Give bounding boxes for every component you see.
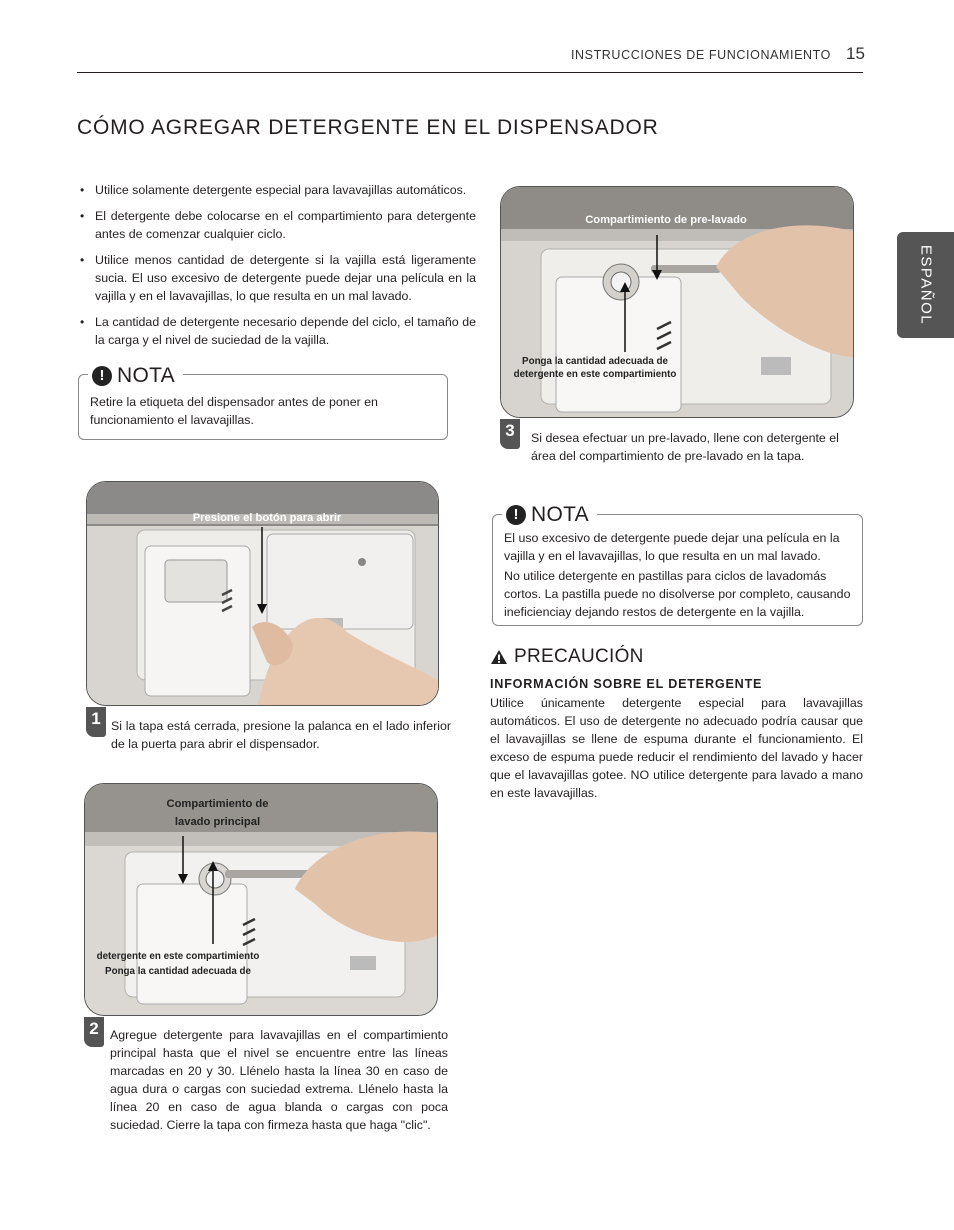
list-item: • Utilice solamente detergente especial para lavavajillas automáticos.: [79, 181, 476, 199]
list-item: • El detergente debe colocarse en el compartimiento para detergente antes de comenzar cualquier ciclo.: [79, 207, 476, 243]
note-heading: [502, 503, 597, 527]
list-item: • Utilice menos cantidad de detergente si la vajilla está ligeramente sucia. El uso excesivo de detergente puede dejar una película en la vajilla y en el lavavajillas, lo que resulta en un mal lavado.: [79, 251, 476, 305]
step2-text: Agregue detergente para lavavajillas en el compartimiento principal hasta que el nivel se encuentre entre las líneas marcadas en 20 y 30. Llénelo hasta la línea 30 en caso de agua dura o cargas con suciedad extrema. Llénelo hasta la línea 20 en caso de agua blanda o cargas con poca suciedad. Cierre la tapa con firmeza hasta que haga "clic".: [110, 1028, 448, 1132]
step2-photo-caption-top: [150, 797, 285, 830]
language-tab-label: ESPAÑOL: [917, 244, 934, 326]
page-number: 15: [846, 44, 865, 63]
step1-photo-caption: Presione el botón para abrir: [192, 512, 342, 524]
caution-heading: [490, 646, 644, 668]
caption-line: Ponga la cantidad adecuada de: [522, 356, 668, 367]
note-text: [504, 529, 861, 621]
caption-line: Ponga la cantidad adecuada de: [105, 966, 251, 977]
header-rule: [77, 72, 863, 73]
running-header: INSTRUCCIONES DE FUNCIONAMIENTO: [570, 48, 831, 62]
caution-title: PRECAUCIÓN: [514, 646, 644, 667]
note-paragraph: El uso excesivo de detergente puede dejar una película en la vajilla y en el lavavajillas, lo que resulta en un mal lavado.: [504, 531, 840, 563]
step1-text: Si la tapa está cerrada, presione la palanca en el lado inferior de la puerta para abrir el dispensador.: [111, 719, 451, 751]
caption-line: detergente en este compartimiento: [96, 951, 260, 962]
warning-triangle-icon: [490, 649, 508, 665]
step3-photo-caption-bottom: [503, 355, 687, 381]
exclamation-icon: !: [92, 366, 112, 386]
note-title: NOTA: [531, 503, 589, 526]
page-title: CÓMO AGREGAR DETERGENTE EN EL DISPENSADOR: [77, 116, 659, 139]
step1-number: 1: [86, 707, 106, 737]
caption-line: Compartimiento de: [166, 798, 269, 810]
note-paragraph: No utilice detergente en pastillas para ciclos de lavadomás cortos. La pastilla puede no disolverse por completo, causando ineficienciay dejando restos de detergente en la vajilla.: [504, 569, 851, 619]
language-tab: [897, 232, 954, 338]
caution-text: Utilice únicamente detergente especial para lavavajillas automáticos. El uso de detergente no adecuado podría causar que el lavavajillas se llene de espuma durante el funcionamiento. El exceso de espuma puede reducir el rendimiento del lavado y hacer que el lavavajillas gotee. NO utilice detergente para lavado a mano en este lavavajillas.: [490, 696, 863, 800]
step3-number: 3: [500, 419, 520, 449]
list-item: • La cantidad de detergente necesario depende del ciclo, el tamaño de la carga y el nivel de suciedad de la vajilla.: [79, 313, 476, 349]
step2-number: 2: [84, 1017, 104, 1047]
step3-photo-caption-top: Compartimiento de pre-lavado: [585, 214, 747, 226]
caution-subheading: INFORMACIÓN SOBRE EL DETERGENTE: [490, 677, 763, 691]
note-text: Retire la etiqueta del dispensador antes de poner en funcionamiento el lavavajillas.: [90, 395, 378, 427]
note-heading: [88, 364, 183, 388]
note-title: NOTA: [117, 364, 175, 387]
caption-line: lavado principal: [174, 816, 261, 828]
step3-text: Si desea efectuar un pre-lavado, llene con detergente el área del compartimiento de pre-lavado en la tapa.: [531, 431, 839, 463]
caption-line: detergente en este compartimiento: [513, 369, 677, 380]
bullet-list: [79, 181, 476, 357]
exclamation-icon: !: [506, 505, 526, 525]
step2-photo-caption-bottom: [88, 950, 268, 978]
